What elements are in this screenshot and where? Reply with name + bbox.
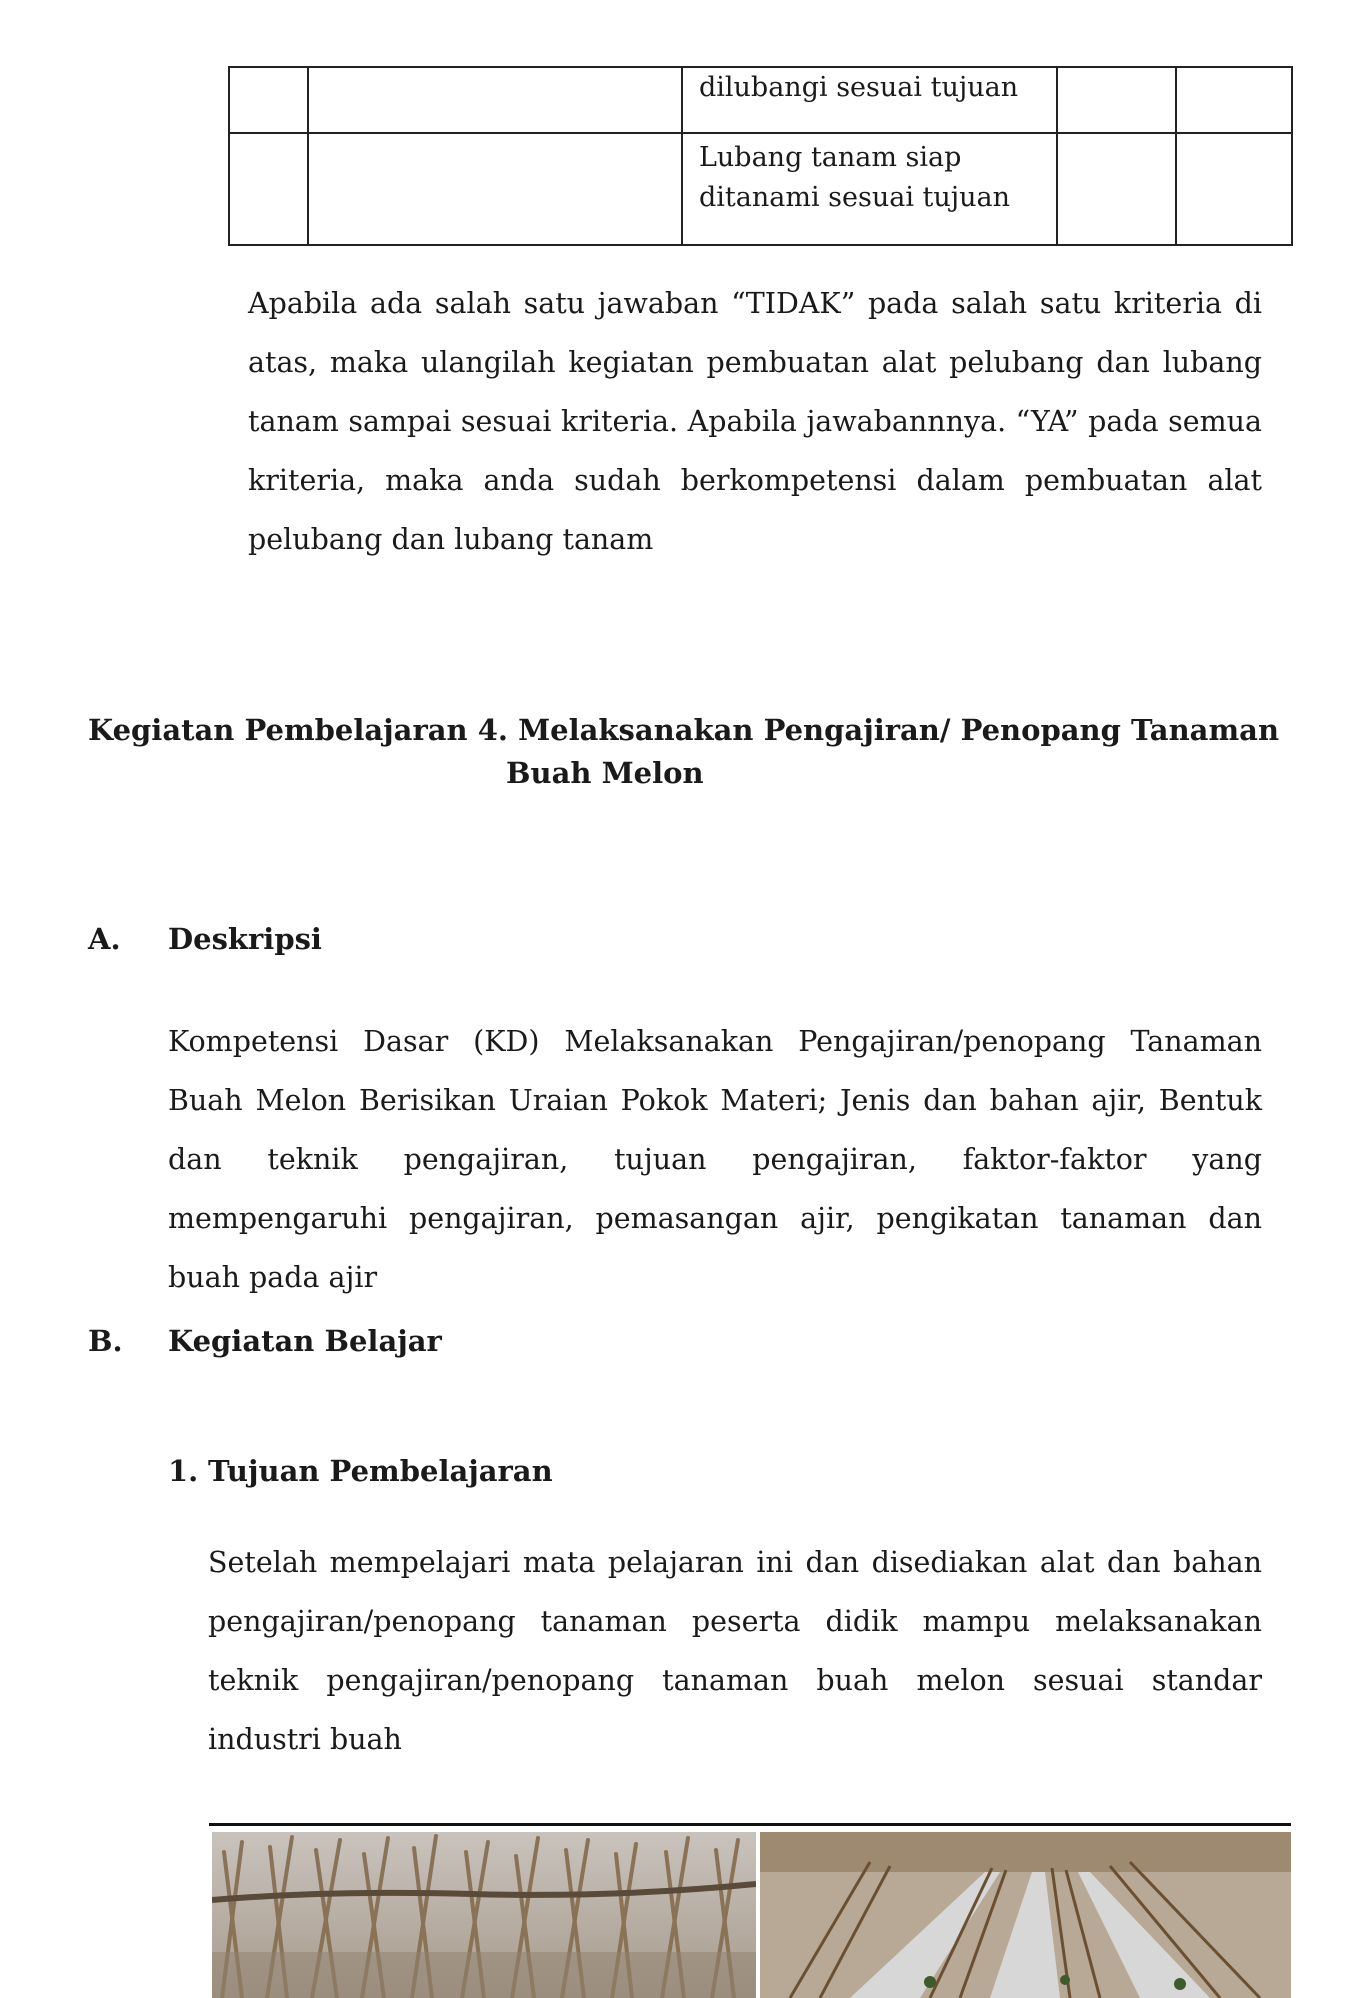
photo-strip: [209, 1823, 1291, 1998]
table-cell: [229, 133, 308, 245]
subsection-1-title: Tujuan Pembelajaran: [208, 1454, 553, 1488]
table-cell: [308, 133, 682, 245]
section-b-letter: B.: [88, 1324, 123, 1358]
section-title-line1: Kegiatan Pembelajaran 4. Melaksanakan Pengajiran/ Penopang Tanaman: [88, 713, 1280, 747]
intro-paragraph: Apabila ada salah satu jawaban “TIDAK” pada salah satu kriteria di atas, maka ulangilah kegiatan pembuatan alat pelubang dan lubang tanam sampai sesuai kriteria. Apabila jawabannnya. “YA” pada semua kriteria, maka anda sudah berkompetensi dalam pembuatan alat pelubang dan lubang tanam: [248, 287, 1262, 556]
table-row: [229, 67, 1292, 133]
criteria-table: [228, 66, 1293, 246]
section-a-title: Deskripsi: [168, 922, 322, 956]
table-cell: [1057, 67, 1176, 133]
section-a-letter: A.: [88, 922, 121, 956]
table-cell: Lubang tanam siap ditanami sesuai tujuan: [682, 133, 1057, 245]
table-cell: dilubangi sesuai tujuan: [682, 67, 1057, 133]
melon-field-rows-photo: [760, 1832, 1291, 1998]
section-title-line2: Buah Melon: [506, 756, 704, 790]
table-cell: [1176, 133, 1292, 245]
section-b-title: Kegiatan Belajar: [168, 1324, 442, 1358]
subsection-1-body: Setelah mempelajari mata pelajaran ini dan disediakan alat dan bahan pengajiran/penopang tanaman peserta didik mampu melaksanakan teknik pengajiran/penopang tanaman buah melon sesuai standar industri buah: [208, 1546, 1262, 1756]
subsection-1-number: 1.: [168, 1454, 199, 1488]
table-row: [229, 133, 1292, 245]
table-cell: [1176, 67, 1292, 133]
section-a-body: Kompetensi Dasar (KD) Melaksanakan Pengajiran/penopang Tanaman Buah Melon Berisikan Uraian Pokok Materi; Jenis dan bahan ajir, Bentuk dan teknik pengajiran, tujuan pengajiran, faktor-faktor yang mempengaruhi pengajiran, pemasangan ajir, pengikatan tanaman dan buah pada ajir: [168, 1025, 1262, 1294]
bamboo-stakes-photo: [212, 1832, 756, 1998]
table-cell: [308, 67, 682, 133]
table-cell: [1057, 133, 1176, 245]
table-cell: [229, 67, 308, 133]
